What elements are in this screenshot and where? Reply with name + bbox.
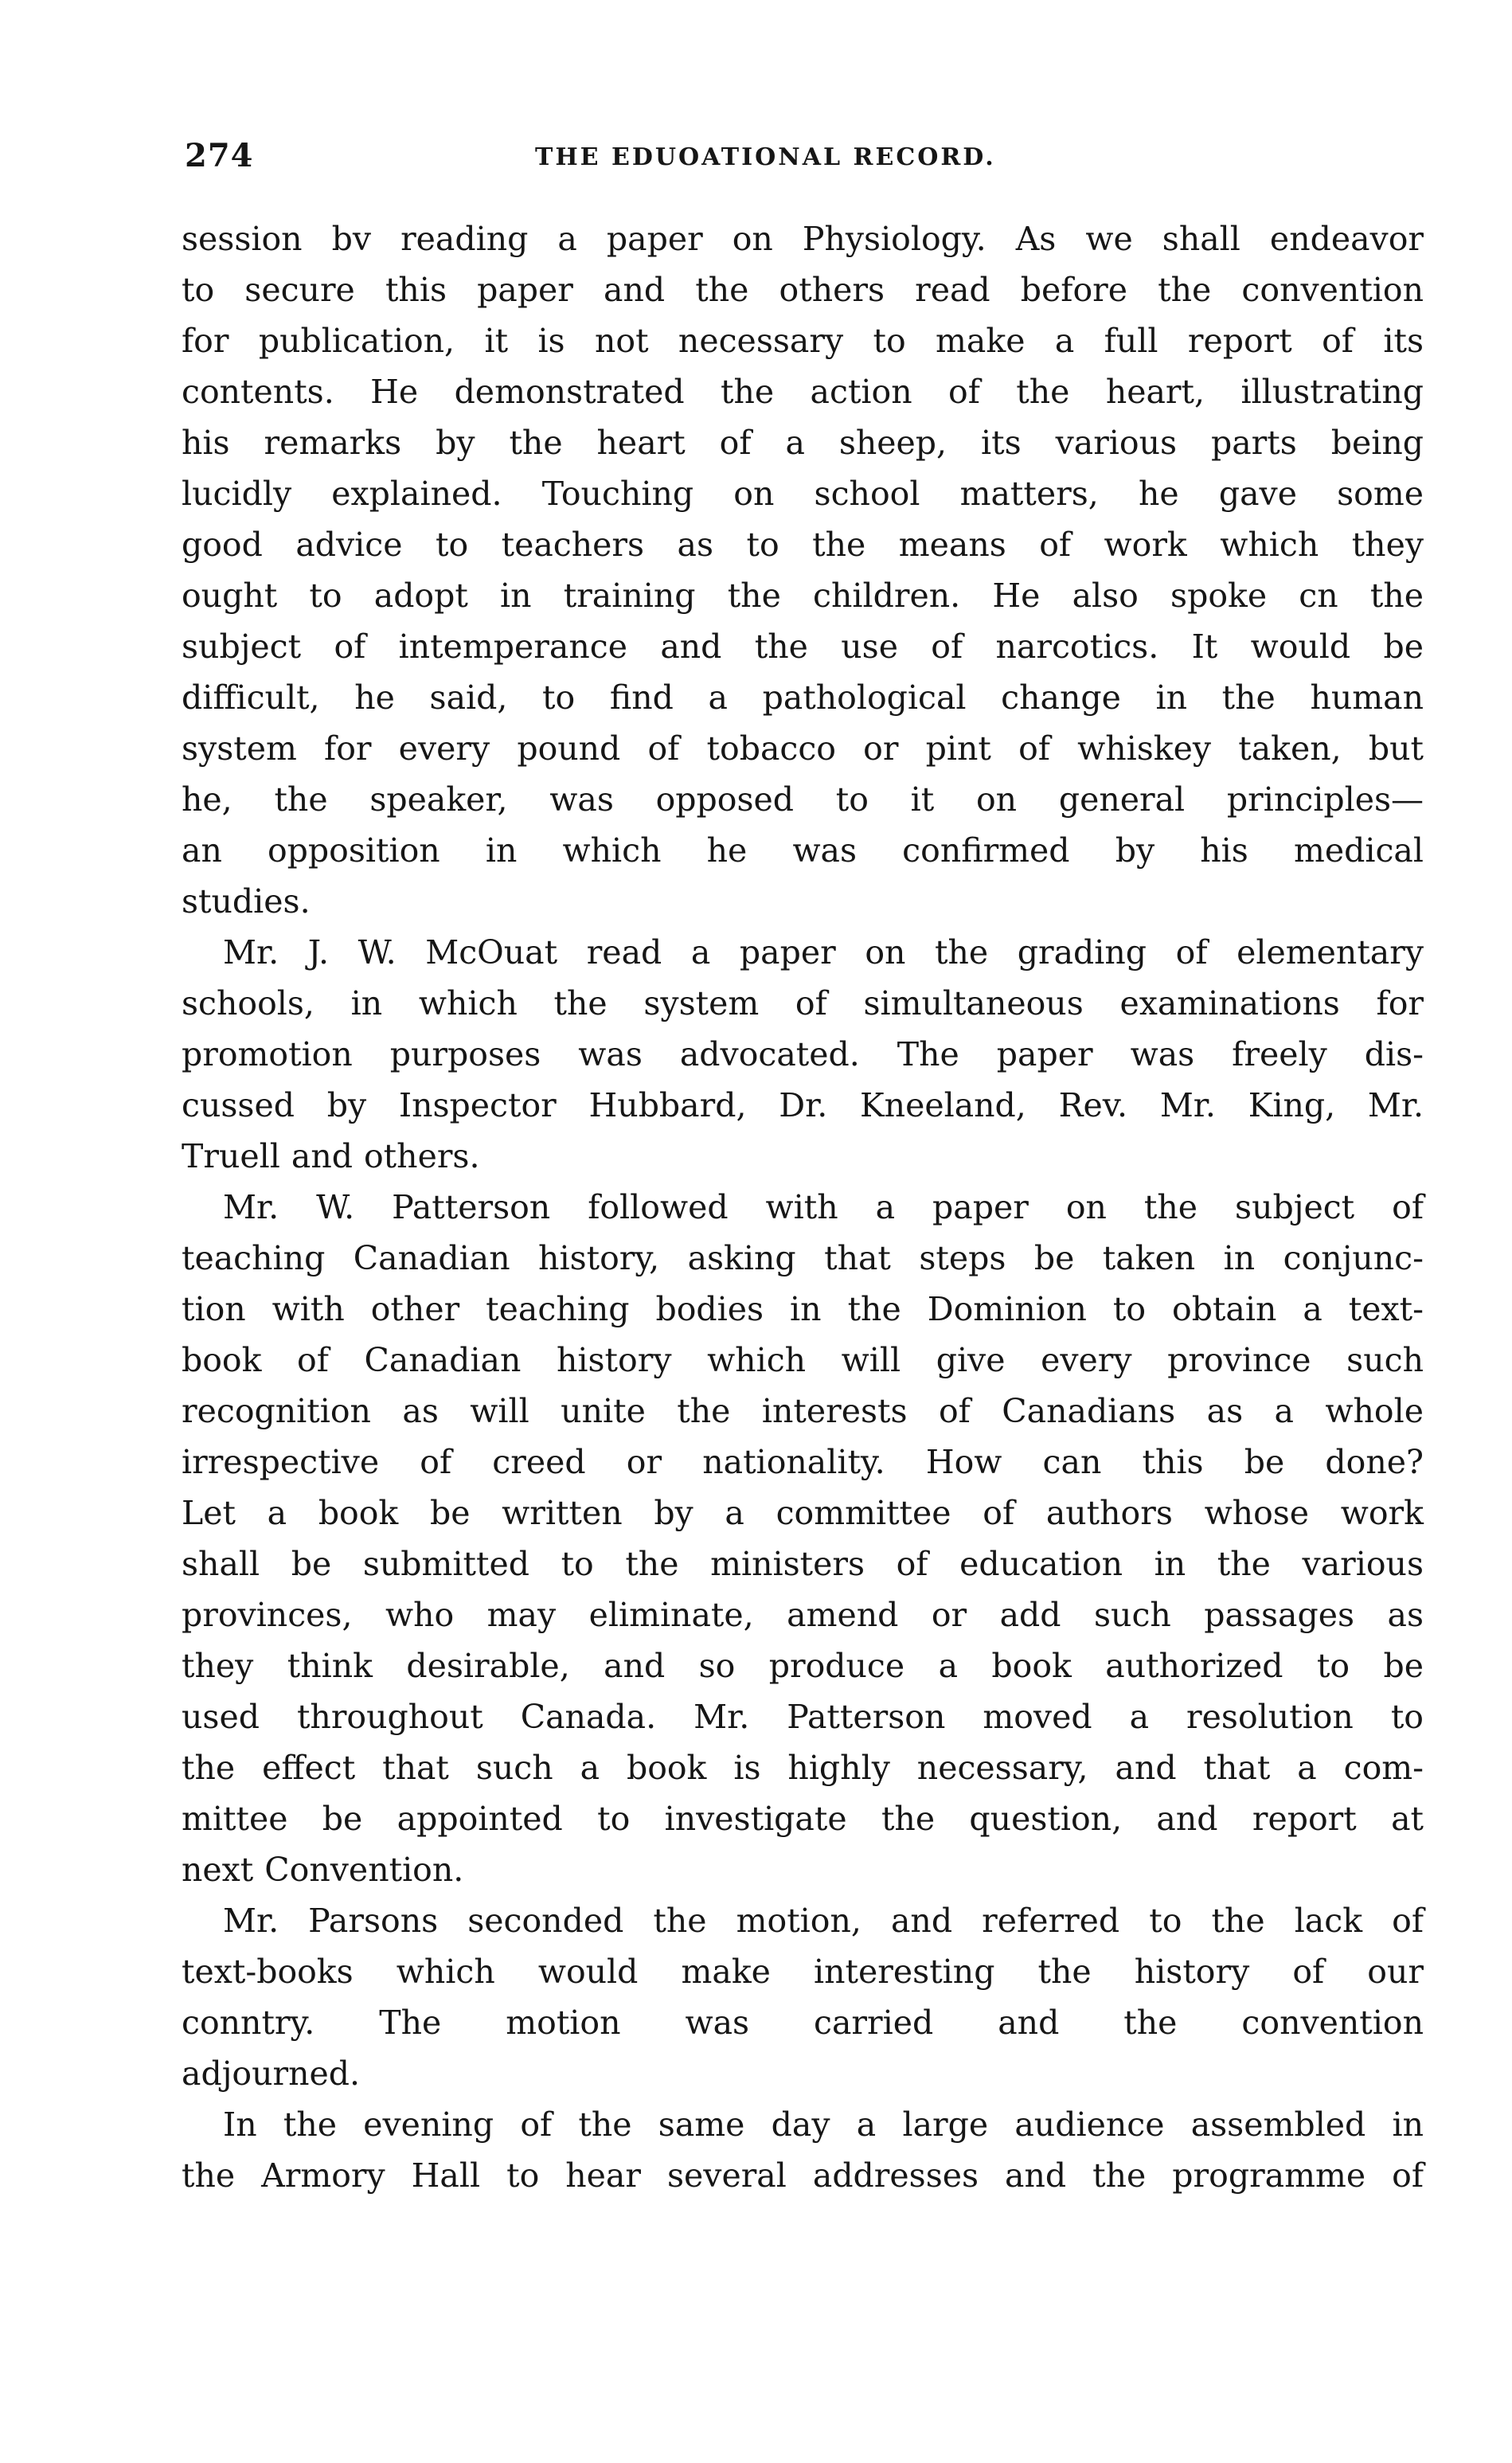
text-line: shall be submitted to the ministers of education in the various <box>182 1545 1424 1583</box>
text-line: difficult, he said, to find a pathological change in the human <box>182 678 1424 717</box>
text-line: the Armory Hall to hear several addresses and the programme of <box>182 2156 1424 2195</box>
text-line: Mr. Parsons seconded the motion, and referred to the lack of <box>223 1902 1424 1940</box>
text-line: his remarks by the heart of a sheep, its various parts being <box>182 424 1424 462</box>
text-line: the effect that such a book is highly necessary, and that a com- <box>182 1749 1424 1787</box>
text-line: recognition as will unite the interests of Canadians as a whole <box>182 1392 1424 1430</box>
text-line: lucidly explained. Touching on school matters, he gave some <box>182 475 1424 513</box>
text-line: schools, in which the system of simultaneous examinations for <box>182 984 1424 1022</box>
text-line: provinces, who may eliminate, amend or add such passages as <box>182 1596 1424 1634</box>
text-line: to secure this paper and the others read before the convention <box>182 271 1424 309</box>
text-line: text-books which would make interesting the history of our <box>182 1953 1424 1991</box>
text-line: Let a book be written by a committee of authors whose work <box>182 1494 1424 1532</box>
text-line: used throughout Canada. Mr. Patterson moved a resolution to <box>182 1698 1424 1736</box>
text-line: session bv reading a paper on Physiology. As we shall endeavor <box>182 220 1424 258</box>
text-line: Mr. W. Patterson followed with a paper on the subject of <box>223 1188 1424 1226</box>
text-line: teaching Canadian history, asking that steps be taken in conjunc- <box>182 1239 1424 1277</box>
page-number: 274 <box>185 137 254 174</box>
text-line: In the evening of the same day a large audience assembled in <box>223 2105 1424 2144</box>
text-line: Mr. J. W. McOuat read a paper on the grading of elementary <box>223 933 1424 972</box>
text-line: Truell and others. <box>182 1137 480 1175</box>
text-line: book of Canadian history which will give every province such <box>182 1341 1424 1379</box>
text-line: studies. <box>182 882 311 921</box>
text-line: for publication, it is not necessary to make a full report of its <box>182 322 1424 360</box>
running-title: THE EDUOATIONAL RECORD. <box>535 143 996 171</box>
text-line: promotion purposes was advocated. The paper was freely dis- <box>182 1035 1424 1073</box>
text-line: an opposition in which he was confirmed by his medical <box>182 831 1424 870</box>
text-line: system for every pound of tobacco or pint of whiskey taken, but <box>182 729 1424 768</box>
body-text <box>182 213 1424 2201</box>
text-line: contents. He demonstrated the action of the heart, illustrating <box>182 373 1424 411</box>
text-line: good advice to teachers as to the means of work which they <box>182 526 1424 564</box>
text-line: adjourned. <box>182 2054 361 2093</box>
text-line: he, the speaker, was opposed to it on general principles— <box>182 780 1424 819</box>
text-line: irrespective of creed or nationality. How can this be done? <box>182 1443 1424 1481</box>
text-line: conntry. The motion was carried and the convention <box>182 2004 1424 2042</box>
text-line: ought to adopt in training the children. He also spoke cn the <box>182 577 1424 615</box>
page-header <box>185 137 1427 185</box>
text-line: they think desirable, and so produce a book authorized to be <box>182 1647 1424 1685</box>
text-line: next Convention. <box>182 1851 464 1889</box>
text-line: subject of intemperance and the use of narcotics. It would be <box>182 627 1424 666</box>
text-line: tion with other teaching bodies in the Dominion to obtain a text- <box>182 1290 1424 1328</box>
text-line: mittee be appointed to investigate the question, and report at <box>182 1800 1424 1838</box>
text-line: cussed by Inspector Hubbard, Dr. Kneeland, Rev. Mr. King, Mr. <box>182 1086 1424 1124</box>
